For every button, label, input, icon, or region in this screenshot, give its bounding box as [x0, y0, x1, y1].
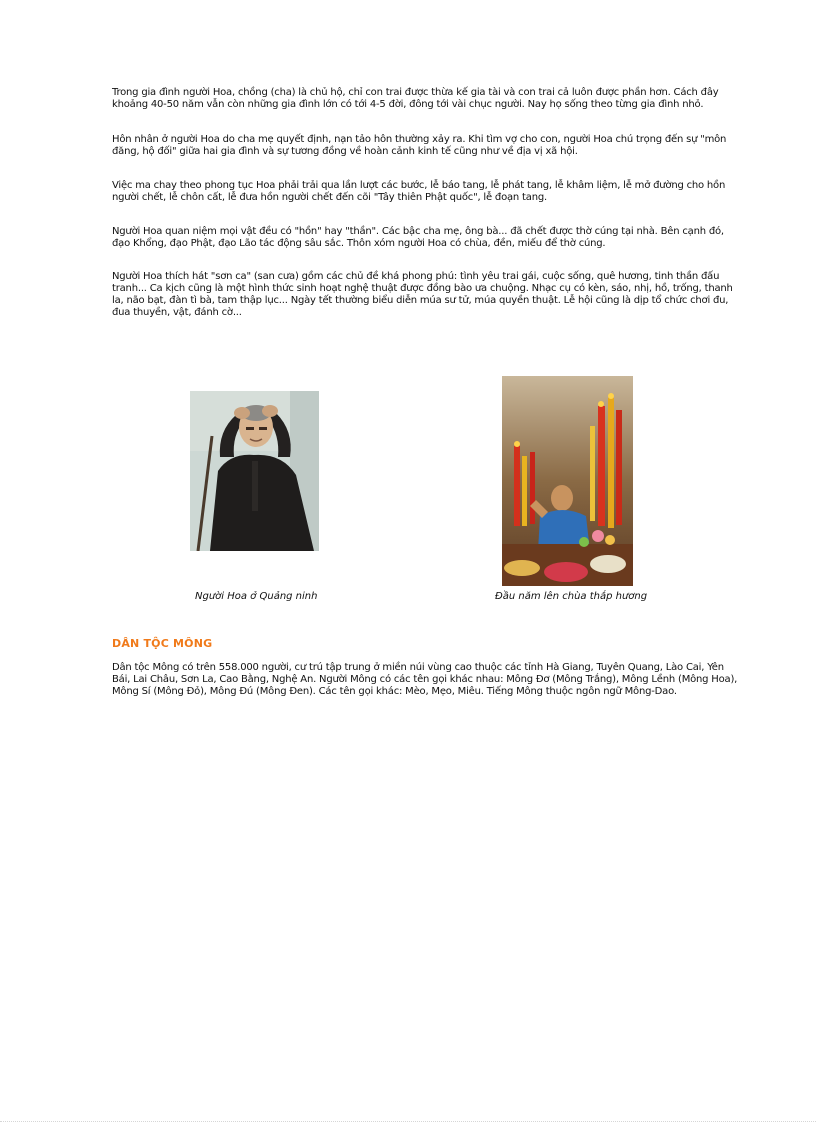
- paragraph-culture: Người Hoa thích hát "sơn ca" (san cưa) gồm các chủ đề khá phong phú: tình yêu trai gái, cuộc sống, quê hương, tinh thần đấu tranh... Ca kịch cũng là một hình thức sinh hoạt nghệ thuật được đồng bào ưa chuộng. Nhạc cụ có kèn, sáo, nhị, hồ, trống, thanh la, não bạt, đàn tì bà, tam thập lục... Ngày tết thường biểu diễn múa sư tử, múa quyền thuật. Lễ hội cũng là dịp tổ chức chơi đu, đua thuyền, vật, đánh cờ...: [112, 271, 733, 318]
- photo-elderly-man: [190, 391, 319, 551]
- paragraph-mong-intro: Dân tộc Mông có trên 558.000 người, cư trú tập trung ở miền núi vùng cao thuộc các tỉnh Hà Giang, Tuyên Quang, Lào Cai, Yên Bái, Lai Châu, Sơn La, Cao Bằng, Nghệ An. Người Mông có các tên gọi khác nhau: Mông Đơ (Mông Trắng), Mông Lềnh (Mông Hoa), Mông Sí (Mông Đỏ), Mông Đú (Mông Đen). Các tên gọi khác: Mèo, Mẹo, Miêu. Tiếng Mông thuộc ngôn ngữ Mông-Dao.: [112, 662, 738, 697]
- paragraph-marriage: Hôn nhân ở người Hoa do cha mẹ quyết định, nạn tảo hôn thường xảy ra. Khi tìm vợ cho con, người Hoa chú trọng đến sự "môn đăng, hộ đối" giữa hai gia đình và sự tương đồng về hoàn cảnh kinh tế cũng như về địa vị xã hội.: [112, 134, 727, 157]
- photo-temple-incense: [502, 376, 633, 586]
- paragraph-funeral: Việc ma chay theo phong tục Hoa phải trải qua lần lượt các bước, lễ báo tang, lễ phát tang, lễ khâm liệm, lễ mở đường cho hồn người chết, lễ chôn cất, lễ đưa hồn người chết đến cõi "Tây thiên Phật quốc", lễ đoạn tang.: [112, 180, 726, 203]
- paragraph-beliefs: Người Hoa quan niệm mọi vật đều có "hồn" hay "thần". Các bậc cha mẹ, ông bà... đã chết được thờ cúng tại nhà. Bên cạnh đó, đạo Khổng, đạo Phật, đạo Lão tác động sâu sắc. Thôn xóm người Hoa có chùa, đền, miếu để thờ cúng.: [112, 226, 724, 249]
- page-divider: [0, 1121, 816, 1122]
- paragraph-family: Trong gia đình người Hoa, chồng (cha) là chủ hộ, chỉ con trai được thừa kế gia tài và con trai cả luôn được phần hơn. Cách đây khoảng 40-50 năm vẫn còn những gia đình lớn có tới 4-5 đời, đông tới vài chục người. Nay họ sống theo từng gia đình nhỏ.: [112, 87, 719, 110]
- caption-temple-incense: Đầu năm lên chùa thắp hương: [495, 591, 648, 602]
- caption-elderly-man: Người Hoa ở Quảng ninh: [195, 591, 318, 602]
- section-heading: DÂN TỘC MÔNG: [112, 637, 213, 650]
